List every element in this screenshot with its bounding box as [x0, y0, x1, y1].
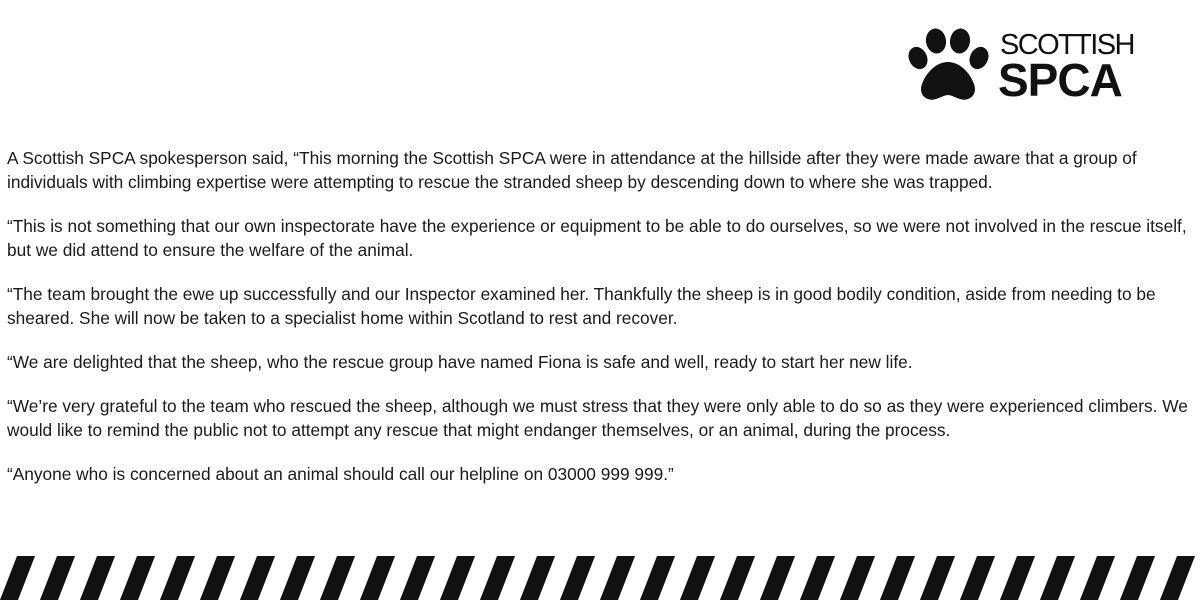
paragraph-4: “We are delighted that the sheep, who the rescue group have named Fiona is safe and well, ready to start her new life.	[7, 352, 913, 372]
paragraph-3: “The team brought the ewe up successfully and our Inspector examined her. Thankfully the sheep is in good bodily condition, aside from needing to be sheared. She will now be taken to a specialist home within Scotland to rest and recover.	[7, 284, 1156, 328]
scottish-spca-logo	[906, 26, 1146, 106]
paragraph-1: A Scottish SPCA spokesperson said, “This morning the Scottish SPCA were in attendance at the hillside after they were made aware that a group of individuals with climbing expertise were attempting to rescue the stranded sheep by descending down to where she was trapped.	[7, 148, 1137, 192]
statement-body	[7, 146, 1197, 506]
paragraph-5: “We’re very grateful to the team who rescued the sheep, although we must stress that they were only able to do so as they were experienced climbers. We would like to remind the public not to attempt any rescue that might endanger themselves, or an animal, during the process.	[7, 396, 1188, 440]
footer-stripes	[0, 556, 1200, 600]
logo-text-spca: SPCA	[998, 54, 1122, 106]
logo-text-scottish: SCOTTISH	[1000, 29, 1134, 61]
paragraph-2: “This is not something that our own inspectorate have the experience or equipment to be able to do ourselves, so we were not involved in the rescue itself, but we did attend to ensure the welfare of the animal.	[7, 216, 1187, 260]
paragraph-6: “Anyone who is concerned about an animal should call our helpline on 03000 999 999.”	[7, 464, 674, 484]
paw-print-icon	[906, 28, 992, 104]
